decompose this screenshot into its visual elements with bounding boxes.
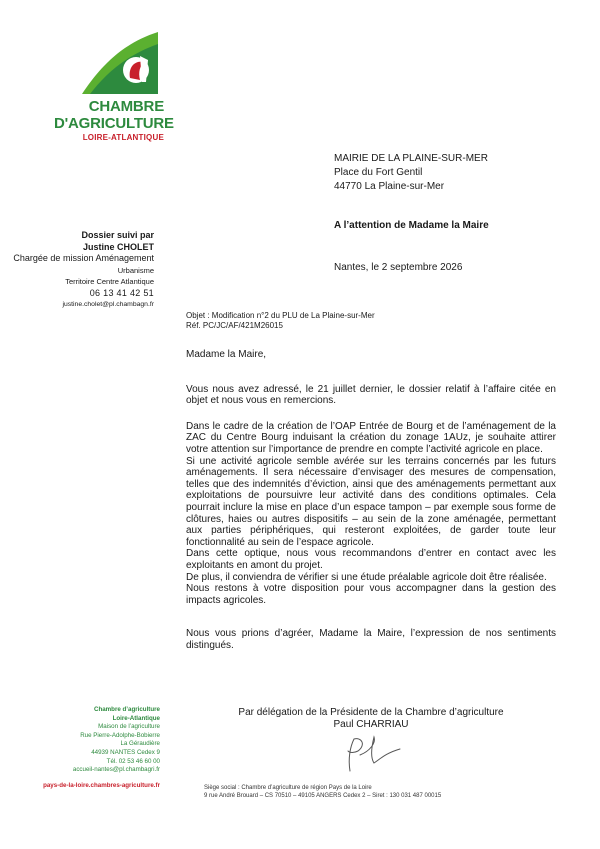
recipient-line-3: 44770 La Plaine-sur-Mer bbox=[334, 181, 445, 192]
recipient-line-1: MAIRIE DE LA PLAINE-SUR-MER bbox=[334, 153, 488, 164]
recipient-line-2: Place du Fort Gentil bbox=[334, 167, 423, 178]
sender-territory: Territoire Centre Atlantique bbox=[65, 277, 154, 286]
logo-text-chambre: CHAMBRE bbox=[88, 98, 164, 115]
logo-text-agriculture: D'AGRICULTURE bbox=[54, 115, 174, 132]
salutation: Madame la Maire, bbox=[186, 349, 267, 360]
footer-email: accueil-nantes@pl.chambagri.fr bbox=[72, 766, 160, 774]
object-reference: Réf. PC/JC/AF/421M26015 bbox=[186, 321, 283, 330]
sender-role: Chargée de mission Aménagement bbox=[13, 253, 154, 263]
body-paragraph-6: Nous restons à votre disposition pour vous accompagner dans la gestion des impacts agricoles. bbox=[186, 583, 556, 606]
handwritten-signature-icon bbox=[340, 733, 410, 775]
footer-hq-line-1: Siège social : Chambre d’agriculture de région Pays de la Loire bbox=[204, 785, 372, 791]
footer-org-dept: Loire-Atlantique bbox=[112, 714, 160, 722]
body-paragraph-1: Vous nous avez adressé, le 21 juillet dernier, le dossier relatif à l’affaire citée en objet et nous vous en remercions. bbox=[186, 383, 556, 407]
footer-phone: Tél. 02 53 46 60 00 bbox=[106, 757, 160, 765]
signature-name: Paul CHARRIAU bbox=[333, 719, 409, 730]
sender-email: justine.cholet@pl.chambagn.fr bbox=[62, 301, 154, 308]
sender-phone: 06 13 41 42 51 bbox=[89, 287, 154, 298]
closing-formula: Nous vous prions d’agréer, Madame la Maire, l’expression de nos sentiments distingués. bbox=[186, 628, 556, 651]
attention-line: A l’attention de Madame la Maire bbox=[334, 220, 489, 231]
footer-address-2: Rue Pierre-Adolphe-Bobierre bbox=[80, 731, 160, 739]
object-subject: Objet : Modification n°2 du PLU de La Plaine-sur-Mer bbox=[186, 311, 375, 320]
body-paragraph-3: Si une activité agricole semble avérée sur les terrains concernés par les futurs aménagements. Il sera nécessaire d’envisager des mesures de compensation, telles que des indemnités d’éviction, ainsi que des aménagements permettant aux exploitations de poursuivre leur activité dans des conditions optimales. Cela pourrait inclure la mise en place d’un espace tampon – par exemple sous forme de clôtures, haies ou autres dispositifs – au sein de la zone aménagée, permettant aux parties périphériques, qui resteront exploitées, de garder toute leur fonctionnalité au sein de l’espace agricole. bbox=[186, 455, 556, 548]
body-paragraph-5: De plus, il conviendra de vérifier si une étude préalable agricole doit être réalisée. bbox=[186, 571, 547, 583]
body-paragraph-2: Dans le cadre de la création de l’OAP Entrée de Bourg et de l’aménagement de la ZAC du Centre Bourg induisant la création du zonage 1AUz, je souhaite attirer votre attention sur l’importance de prendre en compte l’activité agricole en place. bbox=[186, 420, 556, 455]
logo-emblem-icon bbox=[80, 30, 160, 96]
logo-text-department: LOIRE-ATLANTIQUE bbox=[82, 133, 164, 142]
signature-delegation: Par délégation de la Présidente de la Chambre d’agriculture bbox=[238, 707, 504, 718]
footer-address-4: 44939 NANTES Cedex 9 bbox=[91, 748, 160, 756]
footer-contact bbox=[0, 706, 160, 790]
sender-role-2: Urbanisme bbox=[117, 265, 154, 275]
footer-address-1: Maison de l’agriculture bbox=[98, 723, 160, 731]
sender-block bbox=[0, 230, 154, 311]
body-paragraph-4: Dans cette optique, nous vous recommandons d’entrer en contact avec les exploitants en amont du projet. bbox=[186, 548, 556, 571]
footer-headquarters bbox=[204, 784, 441, 800]
sender-label: Dossier suivi par bbox=[81, 230, 154, 240]
footer-address-3: La Géraudière bbox=[120, 740, 160, 748]
sender-name: Justine CHOLET bbox=[82, 241, 154, 252]
chambre-agriculture-logo bbox=[54, 30, 174, 148]
footer-hq-line-2: 9 rue André Brouard – CS 70510 – 49105 ANGERS Cedex 2 – Siret : 130 031 487 00015 bbox=[204, 793, 442, 799]
footer-org-name: Chambre d’agriculture bbox=[93, 706, 160, 713]
letter-date: Nantes, le 2 septembre 2026 bbox=[334, 262, 463, 273]
footer-website-link[interactable]: pays-de-la-loire.chambres-agriculture.fr bbox=[43, 781, 160, 789]
letter-body bbox=[186, 349, 556, 651]
recipient-address bbox=[334, 152, 488, 194]
signature-block bbox=[186, 707, 556, 731]
letter-object bbox=[186, 311, 375, 331]
